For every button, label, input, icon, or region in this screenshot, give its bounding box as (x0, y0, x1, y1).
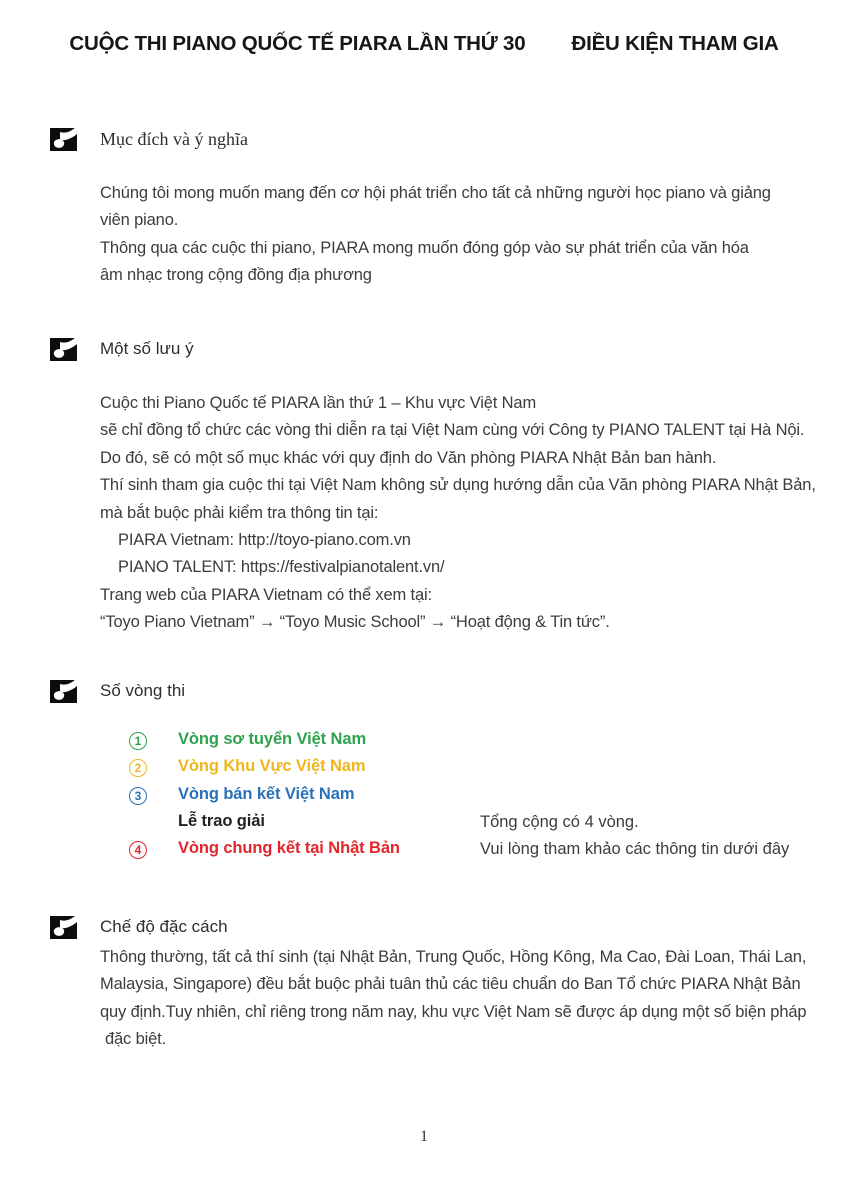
round-row-award (0, 811, 848, 838)
piara-vietnam-url: PIARA Vietnam: http://toyo-piano.com.vn (118, 531, 411, 550)
round-row-3 (0, 784, 848, 811)
page-number: 1 (420, 1128, 428, 1145)
round-label-4: Vòng chung kết tại Nhật Bản (178, 839, 400, 858)
circled-number-1: 1 (129, 732, 147, 750)
round-label-1: Vòng sơ tuyển Việt Nam (178, 730, 367, 748)
section-special-heading (50, 914, 228, 940)
notes-paragraph (100, 390, 840, 637)
music-note-icon (50, 126, 78, 152)
document-title (0, 32, 848, 56)
title-right: ĐIỀU KIỆN THAM GIA (571, 32, 779, 55)
title-left: CUỘC THI PIANO QUỐC TẾ PIARA LẦN THỨ 30 (69, 32, 526, 55)
circled-number-2: 2 (129, 759, 147, 777)
purpose-paragraph (100, 180, 840, 290)
text-line: viên piano. (100, 211, 179, 230)
rounds-info-note: Vui lòng tham khảo các thông tin dưới đây (480, 840, 790, 859)
round-row-4 (0, 838, 848, 865)
round-row-2 (0, 756, 848, 783)
section-heading: Mục đích và ý nghĩa (100, 128, 248, 149)
section-heading: Số vòng thi (100, 681, 186, 700)
music-note-icon (50, 914, 78, 940)
round-row-1 (0, 729, 848, 756)
text-line: Trang web của PIARA Vietnam có thể xem tại: (100, 585, 432, 604)
text-line: đặc biệt. (105, 1030, 167, 1049)
circled-number-3: 3 (129, 787, 147, 805)
text-line: Thông qua các cuộc thi piano, PIARA mong muốn đóng góp vào sự phát triển của văn hóa (100, 238, 749, 257)
text-line: âm nhạc trong cộng đồng địa phương (100, 266, 372, 285)
text-line: Thông thường, tất cả thí sinh (tại Nhật Bản, Trung Quốc, Hồng Kông, Ma Cao, Đài Loan, Thái Lan, (100, 948, 807, 966)
round-label-3: Vòng bán kết Việt Nam (178, 784, 355, 803)
text-line: Chúng tôi mong muốn mang đến cơ hội phát triển cho tất cả những người học piano và giảng (100, 184, 771, 202)
text-line: Malaysia, Singapore) đều bắt buộc phải tuân thủ các tiêu chuẩn do Ban Tổ chức PIARA Nhật Bản (100, 975, 801, 994)
music-note-icon (50, 336, 78, 362)
section-rounds-heading (50, 678, 185, 704)
round-label-2: Vòng Khu Vực Việt Nam (178, 757, 366, 776)
piano-talent-url: PIANO TALENT: https://festivalpianotalent.vn/ (118, 558, 445, 577)
music-note-icon (50, 678, 78, 704)
section-heading: Một số lưu ý (100, 339, 194, 358)
text-line: Thí sinh tham gia cuộc thi tại Việt Nam không sử dụng hướng dẫn của Văn phòng PIARA Nhật Bản, (100, 476, 816, 495)
special-paragraph (100, 944, 840, 1054)
text-line: quy định.Tuy nhiên, chỉ riêng trong năm nay, khu vực Việt Nam sẽ được áp dụng một số biện pháp (100, 1002, 807, 1021)
rounds-list (0, 729, 848, 865)
text-line: Do đó, sẽ có một số mục khác với quy định do Văn phòng PIARA Nhật Bản ban hành. (100, 448, 717, 467)
rounds-total-note: Tổng cộng có 4 vòng. (480, 812, 639, 831)
circled-number-4: 4 (129, 841, 147, 859)
section-notes-heading (50, 336, 194, 362)
section-purpose-heading (50, 126, 248, 152)
text-line: sẽ chỉ đồng tổ chức các vòng thi diễn ra tại Việt Nam cùng với Công ty PIANO TALENT tại Hà Nội. (100, 421, 805, 440)
text-line: mà bắt buộc phải kiểm tra thông tin tại: (100, 503, 379, 522)
section-heading: Chế độ đặc cách (100, 917, 228, 936)
text-line: Cuộc thi Piano Quốc tế PIARA lần thứ 1 – Khu vực Việt Nam (100, 394, 537, 412)
text-line: “Toyo Piano Vietnam” → “Toyo Music School” → “Hoạt động & Tin tức”. (100, 613, 610, 632)
award-ceremony-label: Lễ trao giải (178, 811, 265, 830)
